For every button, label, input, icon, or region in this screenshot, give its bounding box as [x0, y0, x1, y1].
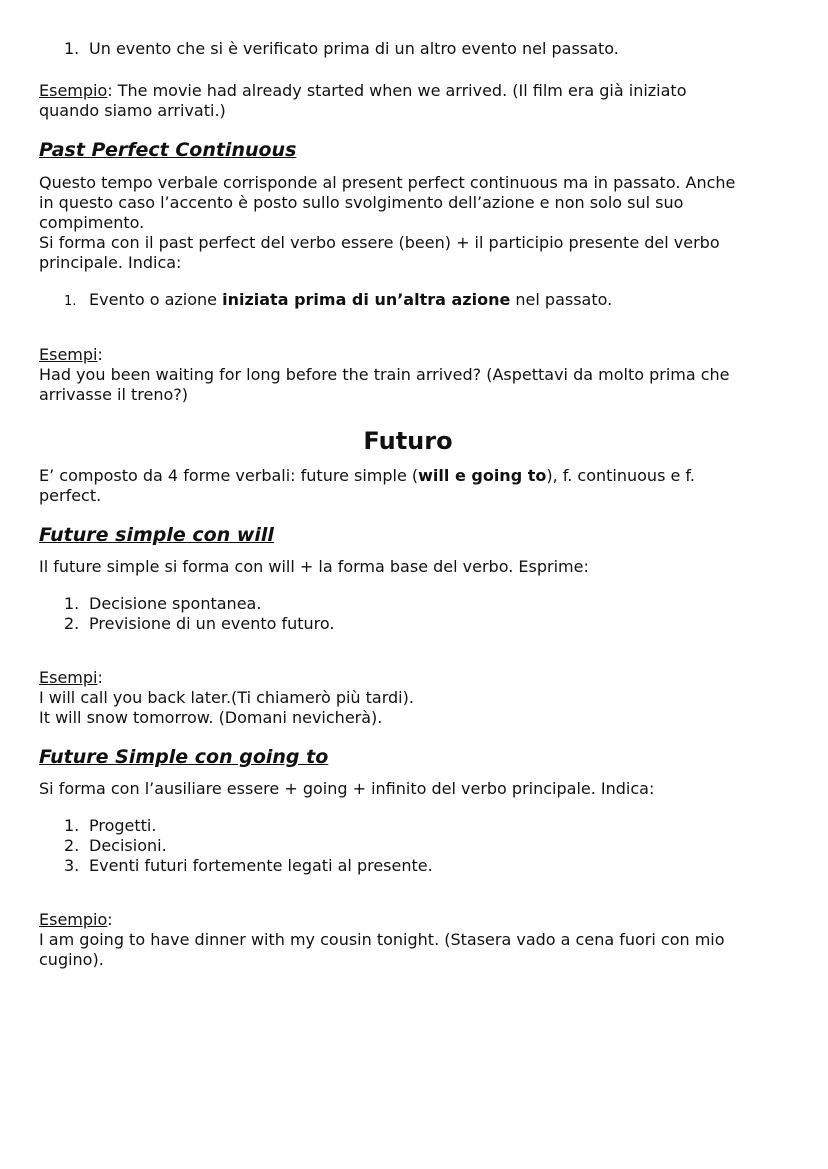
- chapter-title-futuro: Futuro: [363, 427, 453, 455]
- section-paragraph: Si forma con l’ausiliare essere + going + infinito del verbo principale. Indica:: [39, 779, 655, 798]
- example-paragraph: [39, 81, 778, 121]
- list-number: 3.: [64, 856, 80, 875]
- example-line: cugino).: [39, 950, 104, 969]
- example-line: I am going to have dinner with my cousin tonight. (Stasera vado a cena fuori con mio: [39, 930, 725, 949]
- list-number: 1.: [64, 594, 80, 613]
- futuro-intro: [39, 466, 778, 506]
- section-paragraph: Il future simple si forma con will + la forma base del verbo. Esprime:: [39, 557, 589, 576]
- example-text-continued: quando siamo arrivati.): [39, 101, 226, 120]
- example-label: Esempi: [39, 668, 98, 687]
- section-paragraph: [39, 173, 778, 273]
- list-number: 1.: [64, 39, 80, 58]
- example-line: It will snow tomorrow. (Domani nevicherà).: [39, 708, 383, 727]
- paragraph-line: principale. Indica:: [39, 253, 182, 272]
- section-title-future-going-to: Future Simple con going to: [39, 746, 329, 768]
- example-colon: :: [97, 345, 103, 364]
- example-text: : The movie had already started when we arrived. (Il film era già iniziato: [107, 81, 687, 100]
- example-colon: :: [107, 910, 113, 929]
- list-item-text: nel passato.: [510, 290, 613, 309]
- paragraph-line: in questo caso l’accento è posto sullo svolgimento dell’azione e non solo sul suo: [39, 193, 684, 212]
- intro-text-continued: perfect.: [39, 486, 102, 505]
- example-label: Esempio: [39, 910, 108, 929]
- example-paragraph: [39, 345, 778, 405]
- list-item: [64, 594, 261, 614]
- list-item-text: Decisione spontanea.: [89, 594, 262, 613]
- example-line: arrivasse il treno?): [39, 385, 188, 404]
- list-item-bold-text: iniziata prima di un’altra azione: [222, 290, 511, 309]
- section-title-past-perfect-continuous: Past Perfect Continuous: [39, 139, 297, 161]
- list-item: [64, 614, 335, 634]
- list-item: [64, 290, 612, 312]
- example-label: Esempi: [39, 345, 98, 364]
- list-item-text: Eventi futuri fortemente legati al presente.: [89, 856, 433, 875]
- list-item: [64, 836, 167, 856]
- example-colon: :: [97, 668, 103, 687]
- paragraph-line: Si forma con il past perfect del verbo essere (been) + il participio presente del verbo: [39, 233, 720, 252]
- example-line: Had you been waiting for long before the train arrived? (Aspettavi da molto prima che: [39, 365, 730, 384]
- list-number: 2.: [64, 836, 80, 855]
- section-title-future-will: Future simple con will: [39, 524, 274, 546]
- list-item-text: Progetti.: [89, 816, 157, 835]
- list-item-text: Evento o azione: [89, 290, 223, 309]
- paragraph-line: compimento.: [39, 213, 145, 232]
- list-item-text: Decisioni.: [89, 836, 167, 855]
- list-item: [64, 816, 156, 836]
- list-item-text: Previsione di un evento futuro.: [89, 614, 335, 633]
- intro-text: ), f. continuous e f.: [546, 466, 695, 485]
- intro-bold-text: will e going to: [418, 466, 547, 485]
- list-number: 1.: [64, 816, 80, 835]
- paragraph-line: Questo tempo verbale corrisponde al present perfect continuous ma in passato. Anche: [39, 173, 736, 192]
- intro-text: E’ composto da 4 forme verbali: future simple (: [39, 466, 419, 485]
- example-paragraph: [39, 668, 778, 728]
- example-label: Esempio: [39, 81, 108, 100]
- example-paragraph: [39, 910, 778, 970]
- example-line: I will call you back later.(Ti chiamerò più tardi).: [39, 688, 414, 707]
- list-number: 2.: [64, 614, 80, 633]
- list-item: [64, 39, 619, 59]
- list-item-text: Un evento che si è verificato prima di un altro evento nel passato.: [89, 39, 619, 58]
- list-number: 1.: [64, 294, 77, 309]
- list-item: [64, 856, 433, 876]
